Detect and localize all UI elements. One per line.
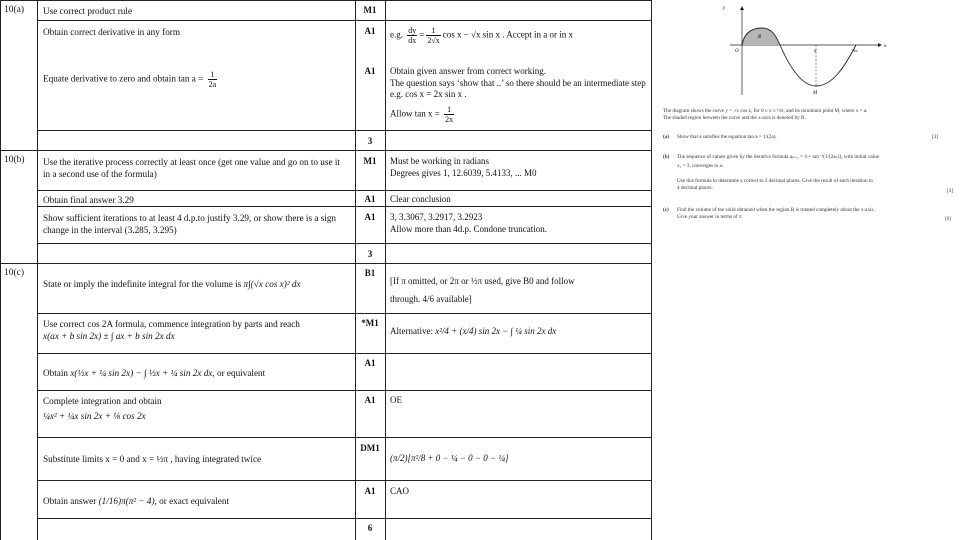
answer-indefinite-integral — [43, 278, 301, 290]
dy: dy — [408, 26, 417, 35]
row-line — [37, 313, 652, 314]
part-b-text: 4 decimal places. — [677, 185, 713, 191]
y-axis-label: y — [723, 6, 726, 11]
mark-a1: A1 — [364, 26, 376, 36]
answer-substitute-limits: Substitute limits x = 0 and x = ½π , having integrated twice — [43, 454, 262, 464]
allow-den: 2x — [445, 114, 454, 124]
part-c-marks: [6] — [945, 216, 952, 222]
dx: dx — [408, 36, 417, 45]
half-pi-label: ½π — [852, 48, 858, 53]
by-parts-expr-text: x(ax + b sin 2x) ± ∫ ax + b sin 2x dx — [43, 331, 175, 341]
part-b-text: x₁ = 3, converges to a. — [677, 163, 724, 169]
numerator-one: 1 — [426, 26, 440, 36]
row-line — [0, 263, 652, 264]
alternative-label: Alternative: — [390, 326, 433, 336]
guidance-line: [If π omitted, or 2π or ½π used, give B0 and follow — [390, 276, 575, 286]
obtain-post: , or equivalent — [212, 368, 266, 378]
complete-expr — [43, 410, 162, 422]
guidance-line: Degrees gives 1, 12.6039, 5.4133, ... M0 — [390, 167, 537, 178]
one-over-root-fraction — [426, 26, 440, 45]
mark-a1: A1 — [364, 358, 376, 368]
guidance-pi-omitted — [390, 276, 648, 305]
answer-obtain-integral — [43, 367, 265, 379]
origin-label: O — [735, 49, 739, 54]
complete-expr-text: ¼x² + ¼x sin 2x + ⅛ cos 2x — [43, 411, 146, 421]
row-line — [37, 20, 652, 21]
region-label: R — [758, 35, 762, 40]
total-10c: 6 — [367, 523, 373, 533]
tan-den: 2a — [208, 80, 217, 89]
guidance-radians — [390, 156, 648, 179]
guidance-show-that — [390, 66, 648, 124]
question-number-10c: 10(c) — [4, 268, 25, 278]
answer-equate-derivative — [43, 70, 219, 89]
row-line — [0, 0, 652, 1]
guidance-derivative — [390, 26, 648, 45]
min-label: M — [813, 91, 818, 96]
row-line — [37, 390, 652, 391]
row-line — [37, 480, 652, 481]
y-arrow — [740, 6, 744, 10]
guidance-line: through. 4/6 available] — [390, 293, 472, 304]
mark-a1: A1 — [364, 395, 376, 405]
final-text: Obtain answer — [43, 496, 97, 506]
answer-final: Obtain final answer 3.29 — [43, 195, 134, 205]
row-line — [37, 130, 652, 131]
integral-text: State or imply the indefinite integral for the volume is — [43, 279, 242, 289]
row-line — [37, 206, 652, 207]
row-line — [37, 243, 652, 244]
limits-expr: (π/2)[π²/8 + 0 − ¼ − 0 − 0 − ¼] — [390, 453, 509, 463]
part-a-text: Show that a satisfies the equation tan a = 1/(2a). — [677, 134, 777, 140]
equate-text: Equate derivative to zero and obtain tan a = — [43, 73, 204, 84]
guidance-oe: OE — [390, 395, 402, 405]
mark-b1: B1 — [364, 268, 376, 278]
curve-diagram — [720, 0, 890, 100]
eg-equals: = — [419, 29, 425, 40]
part-b-label: (b) — [663, 154, 670, 160]
row-line — [37, 353, 652, 354]
question-number-10b: 10(b) — [4, 155, 25, 165]
table-left-border — [0, 0, 1, 540]
question-paper-excerpt — [660, 0, 960, 540]
part-a-marks: [3] — [932, 134, 939, 140]
mark-a1: A1 — [364, 194, 376, 204]
part-c-text: Give your answer in terms of π. — [677, 214, 743, 220]
obtain-expr: x(½x + ¼ sin 2x) − ∫ ½x + ¼ sin 2x dx — [70, 368, 213, 378]
part-c-label: (c) — [663, 207, 669, 213]
part-a-label: (a) — [663, 134, 670, 140]
answer-derivative: Obtain correct derivative in any form — [43, 27, 180, 37]
guidance-iterations — [390, 212, 648, 235]
row-line — [37, 518, 652, 519]
mark-a1: A1 — [364, 486, 376, 496]
final-expr: (1/16)π(π² − 4) — [98, 496, 155, 506]
allow-num: 1 — [444, 105, 454, 115]
complete-line: Complete integration and obtain — [43, 396, 162, 406]
eg-prefix: e.g. — [390, 29, 403, 40]
denominator-root: 2√x — [427, 36, 440, 45]
guidance-line: 3, 3.3067, 3.2917, 3.2923 — [390, 212, 483, 222]
allow-tan — [390, 105, 648, 124]
mark-a1: A1 — [364, 66, 376, 76]
a-label: a — [814, 49, 817, 54]
answer-iterations: Show sufficient iterations to at least 4 d.p.to justify 3.29, or show there is a sign change in the interval (3.285, 3.295) — [43, 213, 337, 235]
row-line — [37, 190, 652, 191]
answer-complete-integration — [43, 395, 162, 422]
answer-product-rule: Use correct product rule — [43, 6, 133, 16]
part-b-text: The sequence of values given by the iterative formula aₙ₊₁ = π + tan⁻¹(1/(2aₙ)), with initial value — [677, 154, 879, 160]
part-c-text: Find the volume of the solid obtained when the region R is rotated completely about the x-axis. — [677, 207, 875, 213]
col-divider-mark — [385, 0, 386, 540]
intro-line: The diagram shows the curve y = √x cos x, for 0 ≤ x ≤ ½π, and its minimum point M, where x = a. — [663, 108, 868, 114]
part-b-marks: [3] — [947, 188, 954, 194]
table-right-border — [651, 0, 652, 540]
total-10b: 3 — [367, 249, 373, 259]
answer-by-parts — [43, 318, 300, 342]
part-b-text: Use this formula to determine a correct to 2 decimal places. Give the result of each iteration to — [677, 178, 873, 184]
guidance-cao: CAO — [390, 486, 410, 496]
answer-final-volume — [43, 495, 229, 507]
guidance-alternative — [390, 326, 648, 338]
intro-line: The shaded region between the curve and the x-axis is denoted by R. — [663, 115, 806, 121]
eg-rest: cos x − √x sin x . Accept in a or in x — [442, 29, 573, 40]
guidance-conclusion: Clear conclusion — [390, 194, 451, 204]
x-arrow — [878, 43, 882, 47]
guidance-line: The question says ‘show that ..’ so there should be an intermediate step e.g. cos x = 2x sin x . — [390, 77, 646, 99]
integral-expr: π∫(√x cos x)² dx — [243, 279, 301, 289]
alternative-expr: x²/4 + (x/4) sin 2x − ∫ ¼ sin 2x dx — [435, 326, 557, 336]
allow-text: Allow tan x = — [390, 108, 440, 119]
dy-dx-fraction — [407, 26, 417, 45]
mark-m1: M1 — [363, 156, 377, 166]
guidance-line: Allow more than 4d.p. Condone truncation. — [390, 223, 547, 234]
total-10a: 3 — [367, 136, 373, 146]
final-post: , or exact equivalent — [154, 496, 230, 506]
by-parts-expr — [43, 330, 300, 342]
answer-iterative-process: Use the iterative process correctly at least once (get one value and go on to use it in a second use of the formula) — [43, 157, 340, 179]
tan-fraction — [208, 70, 218, 89]
mark-m1: M1 — [363, 5, 377, 15]
x-axis-label: x — [884, 44, 887, 49]
guidance-line: Must be working in radians — [390, 156, 489, 166]
tan-num: 1 — [208, 70, 218, 80]
row-line — [0, 150, 652, 151]
row-line — [37, 437, 652, 438]
col-divider-question — [37, 0, 38, 540]
mark-a1: A1 — [364, 212, 376, 222]
question-number-10a: 10(a) — [4, 5, 25, 15]
allow-fraction — [444, 105, 454, 124]
guidance-limits — [390, 453, 648, 465]
by-parts-line: Use correct cos 2A formula, commence integration by parts and reach — [43, 319, 300, 329]
mark-dm1: DM1 — [360, 443, 380, 453]
obtain-text: Obtain — [43, 368, 69, 378]
guidance-line: Obtain given answer from correct working. — [390, 66, 546, 76]
mark-star-m1: *M1 — [361, 318, 379, 328]
